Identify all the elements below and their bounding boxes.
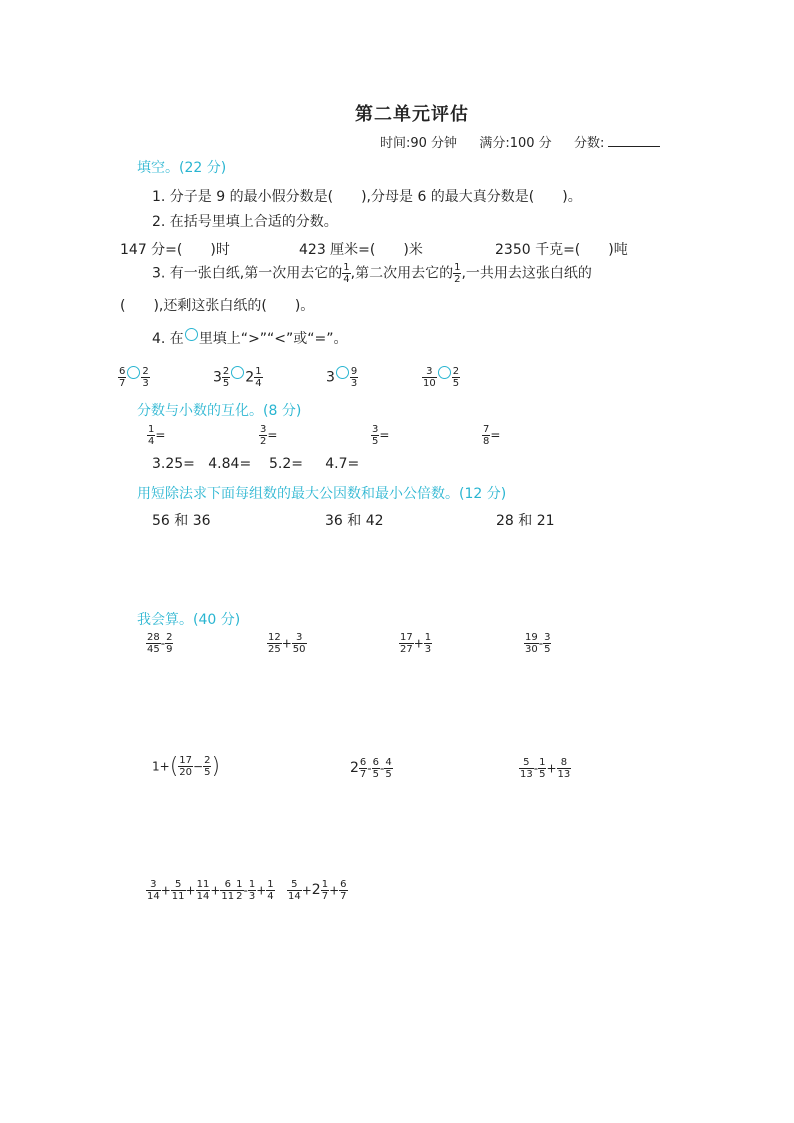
calc-expr-4: $\frac{19}{30}$ - $\frac{3}{5}$ <box>525 632 551 655</box>
calc-expr-3: $\frac{17}{27}$ + $\frac{1}{3}$ <box>400 632 432 655</box>
calc-expr-7: $\frac{5}{13}$ - $\frac{1}{5}$ + $\frac{8}{13}$ <box>520 757 571 780</box>
compare-item-2: 3 $\frac{2}{5}$ 2 $\frac{1}{4}$ <box>213 366 262 389</box>
section-gcd-lcm-heading: 用短除法求下面每组数的最大公因数和最小公倍数。(12 分) <box>137 486 507 502</box>
gcd-pair-3: 28 和 21 <box>496 513 555 529</box>
score-blank[interactable] <box>608 134 660 147</box>
time-label: 时间:90 分钟 <box>380 136 458 151</box>
compare-item-4: $\frac{3}{10}$ $\frac{2}{5}$ <box>423 366 460 389</box>
calc-expr-6: 2 $\frac{6}{7}$ - $\frac{6}{5}$ - $\frac{4}{5}$ <box>350 757 392 780</box>
compare-circle-icon <box>185 328 198 341</box>
q2-item-2: 423 厘米=( )米 <box>299 242 423 258</box>
score-label: 分数: <box>573 136 605 151</box>
question-1: 1. 分子是 9 的最小假分数是( ),分母是 6 的最大真分数是( )。 <box>152 189 582 205</box>
gcd-pair-2: 36 和 42 <box>325 513 384 529</box>
question-4: 4. 在 里填上“>”“<”或“=”。 <box>152 328 348 348</box>
compare-circle-icon[interactable] <box>127 366 140 379</box>
gcd-pair-1: 56 和 36 <box>152 513 211 529</box>
calc-expr-5: 1+( $\frac{17}{20}$ − $\frac{2}{5}$ ) <box>152 754 221 779</box>
fraction: $\frac{1}{4}$ <box>343 262 350 285</box>
question-3: 3. 有一张白纸,第一次用去它的 $\frac{1}{4}$ ,第二次用去它的 $\frac{1}{2}$ ,一共用去这张白纸的 <box>152 262 592 285</box>
calc-expr-1: $\frac{28}{45}$ - $\frac{2}{9}$ <box>147 632 173 655</box>
question-3-line2: ( ),还剩这张白纸的( )。 <box>120 298 315 314</box>
full-marks-label: 满分:100 分 <box>479 136 552 151</box>
q2-item-3: 2350 千克=( )吨 <box>495 242 628 258</box>
compare-item-1: $\frac{6}{7}$ $\frac{2}{3}$ <box>119 366 149 389</box>
exam-meta <box>380 132 660 151</box>
section-conversion-heading: 分数与小数的互化。(8 分) <box>137 403 302 419</box>
section-calculation-heading: 我会算。(40 分) <box>137 612 241 628</box>
compare-circle-icon[interactable] <box>231 366 244 379</box>
conversion-item-4: $\frac{7}{8}$ = <box>483 424 501 447</box>
compare-item-3: 3 $\frac{9}{3}$ <box>326 366 358 389</box>
calc-expr-9: $\frac{5}{14}$ +2 $\frac{1}{7}$ + $\frac{6}{7}$ <box>288 879 347 902</box>
section-fill-in-heading: 填空。(22 分) <box>137 160 227 176</box>
compare-circle-icon[interactable] <box>438 366 451 379</box>
compare-circle-icon[interactable] <box>336 366 349 379</box>
question-2: 2. 在括号里填上合适的分数。 <box>152 214 338 230</box>
conversion-item-3: $\frac{3}{5}$ = <box>372 424 390 447</box>
decimal-row: 3.25= 4.84= 5.2= 4.7= <box>152 456 360 472</box>
fraction: $\frac{1}{2}$ <box>454 262 461 285</box>
page-title: 第二单元评估 <box>355 104 469 125</box>
calc-expr-8: $\frac{3}{14}$ + $\frac{5}{11}$ + $\frac{11}{14}$ + $\frac{6}{11}$ $\frac{1}{2}$ - $\frac{1}{3}$ + $\frac{1}{4}$ <box>147 879 274 902</box>
conversion-item-1: $\frac{1}{4}$ = <box>148 424 166 447</box>
calc-expr-2: $\frac{12}{25}$ + $\frac{3}{50}$ <box>268 632 306 655</box>
conversion-item-2: $\frac{3}{2}$ = <box>260 424 278 447</box>
q2-item-1: 147 分=( )时 <box>120 242 230 258</box>
